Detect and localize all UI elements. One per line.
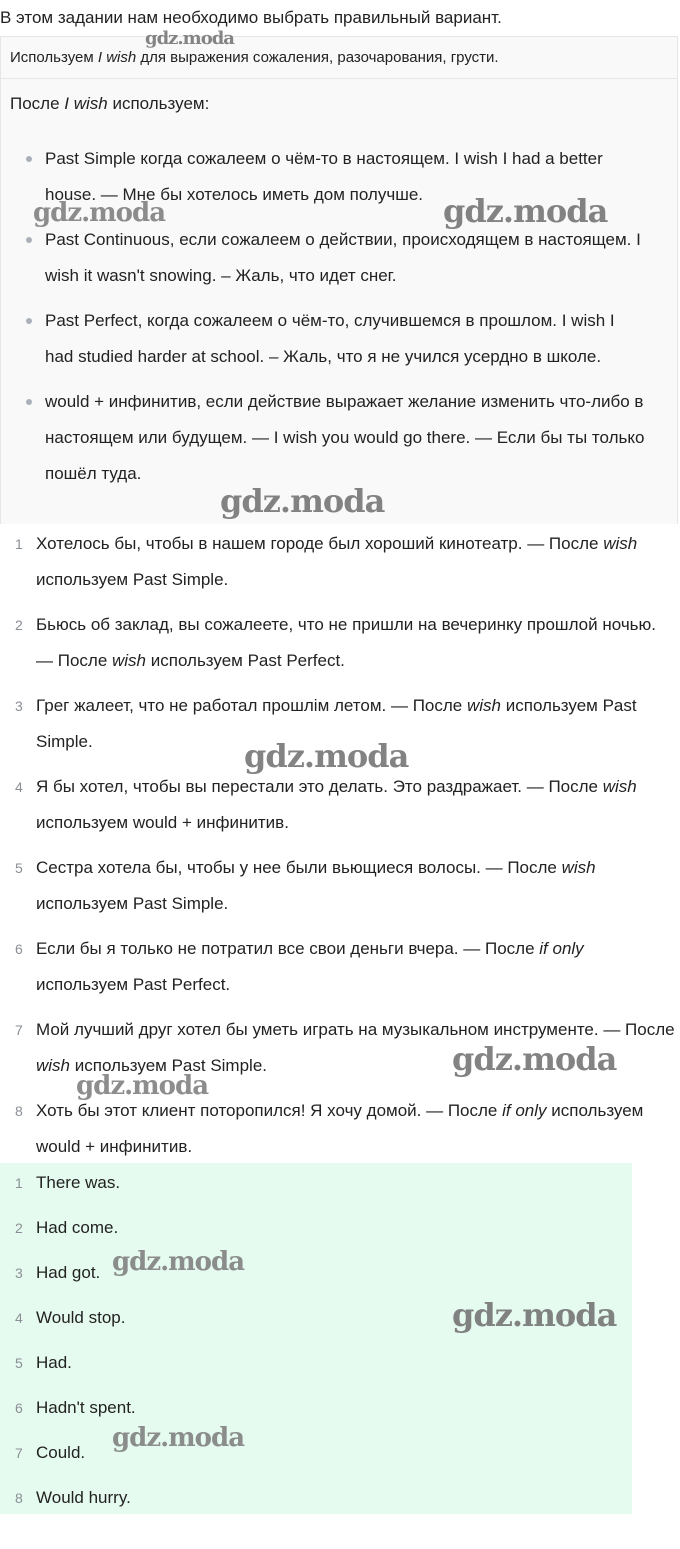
explanation-text: Бьюсь об заклад, вы сожалеете, что не пришли на вечеринку прошлой ночью. — После (36, 615, 657, 670)
explanation-list (0, 526, 680, 1174)
rule-bullet: would + инфинитив, если действие выражает желание изменить что-либо в настоящем или будущем. — I wish you would go there. — Если бы ты только пошёл туда. (1, 384, 661, 492)
explanation-item (0, 526, 680, 598)
explanation-text: Хотелось бы, чтобы в нашем городе был хороший кинотеатр. — После (36, 534, 604, 553)
watermark-logo: gdz.moda (443, 192, 608, 230)
intro-text: В этом задании нам необходимо выбрать правильный вариант. (0, 8, 502, 27)
answer-text: There was. (36, 1173, 121, 1192)
watermark-logo: gdz.moda (452, 1296, 617, 1334)
rule-heading-pre: Используем (10, 49, 98, 66)
explanation-text: Если бы я только не потратил все свои деньги вчера. — После (36, 939, 540, 958)
rule-bullet: Past Perfect, когда сожалеем о чём-то, случившемся в прошлом. I wish I had studied harder at school. – Жаль, что я не учился усердно в школе. (1, 303, 661, 375)
explanation-keyword: wish (112, 651, 147, 670)
explanation-item (0, 931, 680, 1003)
item-number: 8 (15, 1103, 23, 1119)
explanation-text: Я бы хотел, чтобы вы перестали это делать. Это раздражает. — После (36, 777, 603, 796)
rule-sub-post: используем: (107, 94, 210, 113)
rule-sub-pre: После (10, 94, 65, 113)
item-number: 3 (15, 698, 23, 714)
explanation-item (0, 769, 680, 841)
rule-bullet: Past Continuous, если сожалеем о действии, происходящем в настоящем. I wish it wasn't snowing. – Жаль, что идет снег. (1, 222, 661, 294)
rule-bullet-list (1, 141, 661, 501)
rule-subheading (10, 92, 209, 116)
rule-bullet: Past Simple когда сожалеем о чём-то в настоящем. I wish I had a better house. — Мне бы хотелось иметь дом получше. (1, 141, 661, 213)
explanation-tense: используем Past Simple. (36, 894, 229, 913)
item-number: 4 (15, 1310, 23, 1326)
explanation-tense: используем Past Simple. (36, 570, 229, 589)
answer-item (0, 1210, 632, 1255)
watermark-logo: gdz.moda (220, 482, 385, 520)
answer-item (0, 1300, 632, 1345)
explanation-keyword: if only (502, 1101, 547, 1120)
answer-item (0, 1390, 632, 1435)
rule-sub-em: I wish (64, 94, 108, 113)
explanation-tense: используем Past Perfect. (146, 651, 345, 670)
answer-text: Would hurry. (36, 1488, 131, 1507)
item-number: 8 (15, 1490, 23, 1506)
explanation-keyword: wish (602, 777, 637, 796)
item-number: 1 (15, 536, 23, 552)
explanation-tense: используем Past Simple. (36, 696, 637, 751)
explanation-tense: используем would + инфинитив. (36, 813, 289, 832)
explanation-keyword: if only (539, 939, 584, 958)
explanation-text: Мой лучший друг хотел бы уметь играть на музыкальном инструменте. — После (36, 1020, 675, 1039)
explanation-item (0, 850, 680, 922)
item-number: 4 (15, 779, 23, 795)
explanation-keyword: wish (561, 858, 596, 877)
item-number: 5 (15, 860, 23, 876)
explanation-tense: используем would + инфинитив. (36, 1101, 644, 1156)
answer-item (0, 1255, 632, 1300)
answer-text: Could. (36, 1443, 86, 1462)
answer-text: Would stop. (36, 1308, 126, 1327)
answer-item (0, 1480, 632, 1525)
item-number: 2 (15, 1220, 23, 1236)
explanation-item (0, 607, 680, 679)
item-number: 2 (15, 617, 23, 633)
watermark-logo: gdz.moda (76, 1071, 209, 1101)
answer-item (0, 1435, 632, 1480)
item-number: 6 (15, 1400, 23, 1416)
answer-text: Had got. (36, 1263, 101, 1282)
watermark-logo: gdz.moda (112, 1423, 245, 1453)
watermark-logo: gdz.moda (452, 1040, 617, 1078)
watermark-logo: gdz.moda (145, 28, 234, 49)
watermark-logo: gdz.moda (112, 1247, 245, 1277)
explanation-item (0, 1093, 680, 1165)
explanation-text: Грег жалеет, что не работал прошлім летом. — После (36, 696, 467, 715)
answer-text: Had come. (36, 1218, 119, 1237)
item-number: 7 (15, 1445, 23, 1461)
item-number: 5 (15, 1355, 23, 1371)
explanation-tense: используем Past Simple. (70, 1056, 268, 1075)
item-number: 3 (15, 1265, 23, 1281)
item-number: 7 (15, 1022, 23, 1038)
explanation-keyword: wish (467, 696, 502, 715)
watermark-logo: gdz.moda (244, 737, 409, 775)
rule-heading (1, 37, 677, 79)
answer-item (0, 1165, 632, 1210)
explanation-text: Хоть бы этот клиент поторопился! Я хочу домой. — После (36, 1101, 503, 1120)
explanation-tense: используем Past Perfect. (36, 975, 231, 994)
explanation-keyword: wish (36, 1056, 71, 1075)
explanation-item (0, 688, 680, 760)
answer-text: Had. (36, 1353, 72, 1372)
answer-list (0, 1165, 632, 1525)
explanation-item (0, 1012, 680, 1084)
answer-text: Hadn't spent. (36, 1398, 136, 1417)
rule-heading-em: I wish (97, 49, 137, 66)
explanation-text: Сестра хотела бы, чтобы у нее были вьющиеся волосы. — После (36, 858, 562, 877)
rule-box (0, 36, 678, 524)
rule-heading-post: для выражения сожаления, разочарования, грусти. (136, 49, 499, 66)
answer-item (0, 1345, 632, 1390)
watermark-logo: gdz.moda (33, 198, 166, 228)
item-number: 6 (15, 941, 23, 957)
explanation-keyword: wish (603, 534, 638, 553)
item-number: 1 (15, 1175, 23, 1191)
